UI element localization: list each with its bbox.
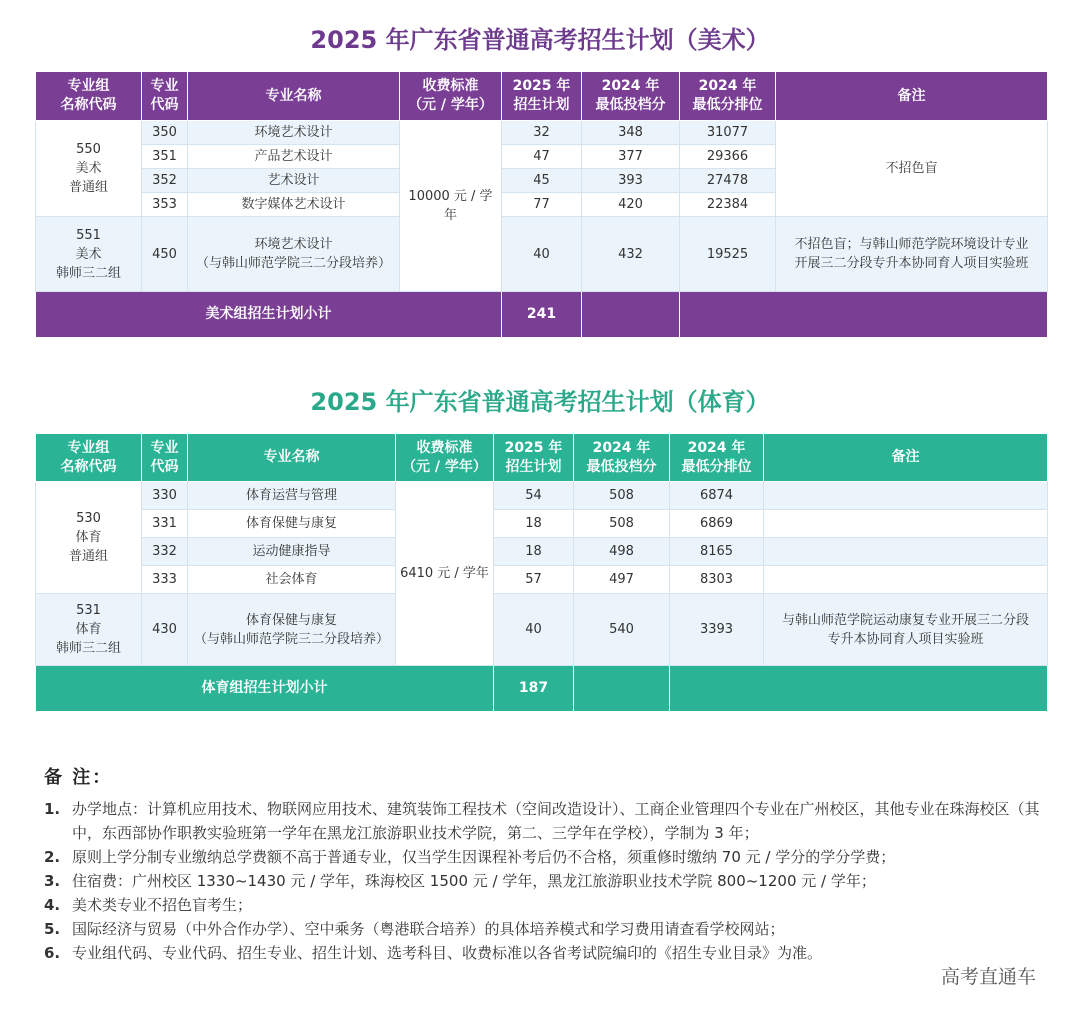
plan-cell: 18 bbox=[494, 538, 574, 566]
col-header-plan-2025: 2025 年 招生计划 bbox=[502, 72, 582, 121]
pe-section-title: 2025 年广东省普通高考招生计划（体育） bbox=[310, 388, 770, 416]
group-cell: 530 体育 普通组 bbox=[36, 482, 142, 594]
subtotal-value: 187 bbox=[494, 666, 574, 712]
rank-cell: 19525 bbox=[680, 217, 776, 292]
table-row bbox=[36, 121, 1048, 145]
remark-cell: 不招色盲 bbox=[776, 121, 1048, 217]
score-cell: 377 bbox=[582, 145, 680, 169]
list-item: 6. 专业组代码、专业代码、招生专业、招生计划、选考科目、收费标准以各省考试院编印的《招生专业目录》为准。 bbox=[44, 944, 823, 962]
table-row bbox=[36, 510, 1048, 538]
group-cell: 531 体育 韩师三二组 bbox=[36, 594, 142, 666]
major-name-cell: 产品艺术设计 bbox=[188, 145, 400, 169]
col-header-fee: 收费标准 （元 / 学年） bbox=[396, 434, 494, 482]
rank-cell: 6874 bbox=[670, 482, 764, 510]
group-cell: 550 美术 普通组 bbox=[36, 121, 142, 217]
major-code-cell: 350 bbox=[142, 121, 188, 145]
major-name-cell: 体育运营与管理 bbox=[188, 482, 396, 510]
col-header-major-code: 专业 代码 bbox=[142, 72, 188, 121]
subtotal-label: 体育组招生计划小计 bbox=[36, 666, 494, 712]
col-header-remark: 备注 bbox=[764, 434, 1048, 482]
rank-cell: 22384 bbox=[680, 193, 776, 217]
art-plan-table bbox=[35, 71, 1048, 338]
table-row bbox=[36, 594, 1048, 666]
major-name-cell: 社会体育 bbox=[188, 566, 396, 594]
list-item: 4. 美术类专业不招色盲考生； bbox=[44, 896, 253, 914]
rank-cell: 27478 bbox=[680, 169, 776, 193]
plan-cell: 18 bbox=[494, 510, 574, 538]
remark-cell bbox=[764, 482, 1048, 510]
table-row bbox=[36, 482, 1048, 510]
table-row bbox=[36, 217, 1048, 292]
col-header-group-code: 专业组 名称代码 bbox=[36, 434, 142, 482]
major-name-cell: 体育保健与康复 bbox=[188, 510, 396, 538]
col-header-fee: 收费标准 （元 / 学年） bbox=[400, 72, 502, 121]
rank-cell: 8165 bbox=[670, 538, 764, 566]
notes-title: 备 注： bbox=[44, 767, 113, 788]
fee-cell: 10000 元 / 学年 bbox=[400, 121, 502, 292]
score-cell: 540 bbox=[574, 594, 670, 666]
rank-cell: 3393 bbox=[670, 594, 764, 666]
pe-plan-table bbox=[35, 433, 1048, 712]
col-header-min-rank-2024: 2024 年 最低分排位 bbox=[680, 72, 776, 121]
major-code-cell: 352 bbox=[142, 169, 188, 193]
major-code-cell: 351 bbox=[142, 145, 188, 169]
col-header-major-name: 专业名称 bbox=[188, 72, 400, 121]
table-header-row bbox=[36, 434, 1048, 482]
major-name-cell: 体育保健与康复 （与韩山师范学院三二分段培养） bbox=[188, 594, 396, 666]
rank-cell: 6869 bbox=[670, 510, 764, 538]
major-name-cell: 数字媒体艺术设计 bbox=[188, 193, 400, 217]
score-cell: 393 bbox=[582, 169, 680, 193]
plan-cell: 45 bbox=[502, 169, 582, 193]
notes-list bbox=[44, 797, 1044, 965]
major-name-cell: 环境艺术设计 bbox=[188, 121, 400, 145]
col-header-min-rank-2024: 2024 年 最低分排位 bbox=[670, 434, 764, 482]
score-cell: 498 bbox=[574, 538, 670, 566]
plan-cell: 54 bbox=[494, 482, 574, 510]
list-item: 5. 国际经济与贸易（中外合作办学）、空中乘务（粤港联合培养）的具体培养模式和学习费用请查看学校网站； bbox=[44, 920, 785, 938]
major-code-cell: 353 bbox=[142, 193, 188, 217]
remark-cell bbox=[764, 538, 1048, 566]
plan-cell: 40 bbox=[494, 594, 574, 666]
plan-cell: 77 bbox=[502, 193, 582, 217]
major-code-cell: 331 bbox=[142, 510, 188, 538]
fee-cell: 6410 元 / 学年 bbox=[396, 482, 494, 666]
score-cell: 420 bbox=[582, 193, 680, 217]
col-header-remark: 备注 bbox=[776, 72, 1048, 121]
major-code-cell: 430 bbox=[142, 594, 188, 666]
plan-cell: 47 bbox=[502, 145, 582, 169]
rank-cell: 8303 bbox=[670, 566, 764, 594]
subtotal-label: 美术组招生计划小计 bbox=[36, 292, 502, 338]
major-name-cell: 艺术设计 bbox=[188, 169, 400, 193]
plan-cell: 57 bbox=[494, 566, 574, 594]
plan-cell: 40 bbox=[502, 217, 582, 292]
major-code-cell: 450 bbox=[142, 217, 188, 292]
score-cell: 508 bbox=[574, 510, 670, 538]
score-cell: 508 bbox=[574, 482, 670, 510]
col-header-major-name: 专业名称 bbox=[188, 434, 396, 482]
table-row bbox=[36, 566, 1048, 594]
table-header-row bbox=[36, 72, 1048, 121]
col-header-min-score-2024: 2024 年 最低投档分 bbox=[574, 434, 670, 482]
subtotal-row bbox=[36, 666, 1048, 712]
plan-cell: 32 bbox=[502, 121, 582, 145]
list-item: 1. 办学地点：计算机应用技术、物联网应用技术、建筑装饰工程技术（空间改造设计）、工商企业管理四个专业在广州校区，其他专业在珠海校区（其中，东西部协作职教实验班第一学年在黑龙江旅游职业技术学院，第二、三学年在学校），学制为 3 年； bbox=[44, 800, 1040, 842]
group-cell: 551 美术 韩师三二组 bbox=[36, 217, 142, 292]
col-header-major-code: 专业 代码 bbox=[142, 434, 188, 482]
remark-cell bbox=[764, 566, 1048, 594]
major-code-cell: 332 bbox=[142, 538, 188, 566]
major-code-cell: 333 bbox=[142, 566, 188, 594]
list-item: 2. 原则上学分制专业缴纳总学费额不高于普通专业，仅当学生因课程补考后仍不合格，须重修时缴纳 70 元 / 学分的学分学费； bbox=[44, 848, 896, 866]
table-row bbox=[36, 538, 1048, 566]
score-cell: 497 bbox=[574, 566, 670, 594]
art-section-title: 2025 年广东省普通高考招生计划（美术） bbox=[310, 26, 770, 54]
subtotal-row bbox=[36, 292, 1048, 338]
major-name-cell: 环境艺术设计 （与韩山师范学院三二分段培养） bbox=[188, 217, 400, 292]
score-cell: 348 bbox=[582, 121, 680, 145]
score-cell: 432 bbox=[582, 217, 680, 292]
subtotal-value: 241 bbox=[502, 292, 582, 338]
watermark: 高考直通车 bbox=[941, 966, 1037, 988]
rank-cell: 29366 bbox=[680, 145, 776, 169]
list-item: 3. 住宿费：广州校区 1330~1430 元 / 学年，珠海校区 1500 元 / 学年，黑龙江旅游职业技术学院 800~1200 元 / 学年； bbox=[44, 872, 876, 890]
major-code-cell: 330 bbox=[142, 482, 188, 510]
col-header-min-score-2024: 2024 年 最低投档分 bbox=[582, 72, 680, 121]
rank-cell: 31077 bbox=[680, 121, 776, 145]
col-header-group-code: 专业组 名称代码 bbox=[36, 72, 142, 121]
major-name-cell: 运动健康指导 bbox=[188, 538, 396, 566]
col-header-plan-2025: 2025 年 招生计划 bbox=[494, 434, 574, 482]
remark-cell: 与韩山师范学院运动康复专业开展三二分段 专升本协同育人项目实验班 bbox=[764, 594, 1048, 666]
remark-cell: 不招色盲；与韩山师范学院环境设计专业 开展三二分段专升本协同育人项目实验班 bbox=[776, 217, 1048, 292]
remark-cell bbox=[764, 510, 1048, 538]
